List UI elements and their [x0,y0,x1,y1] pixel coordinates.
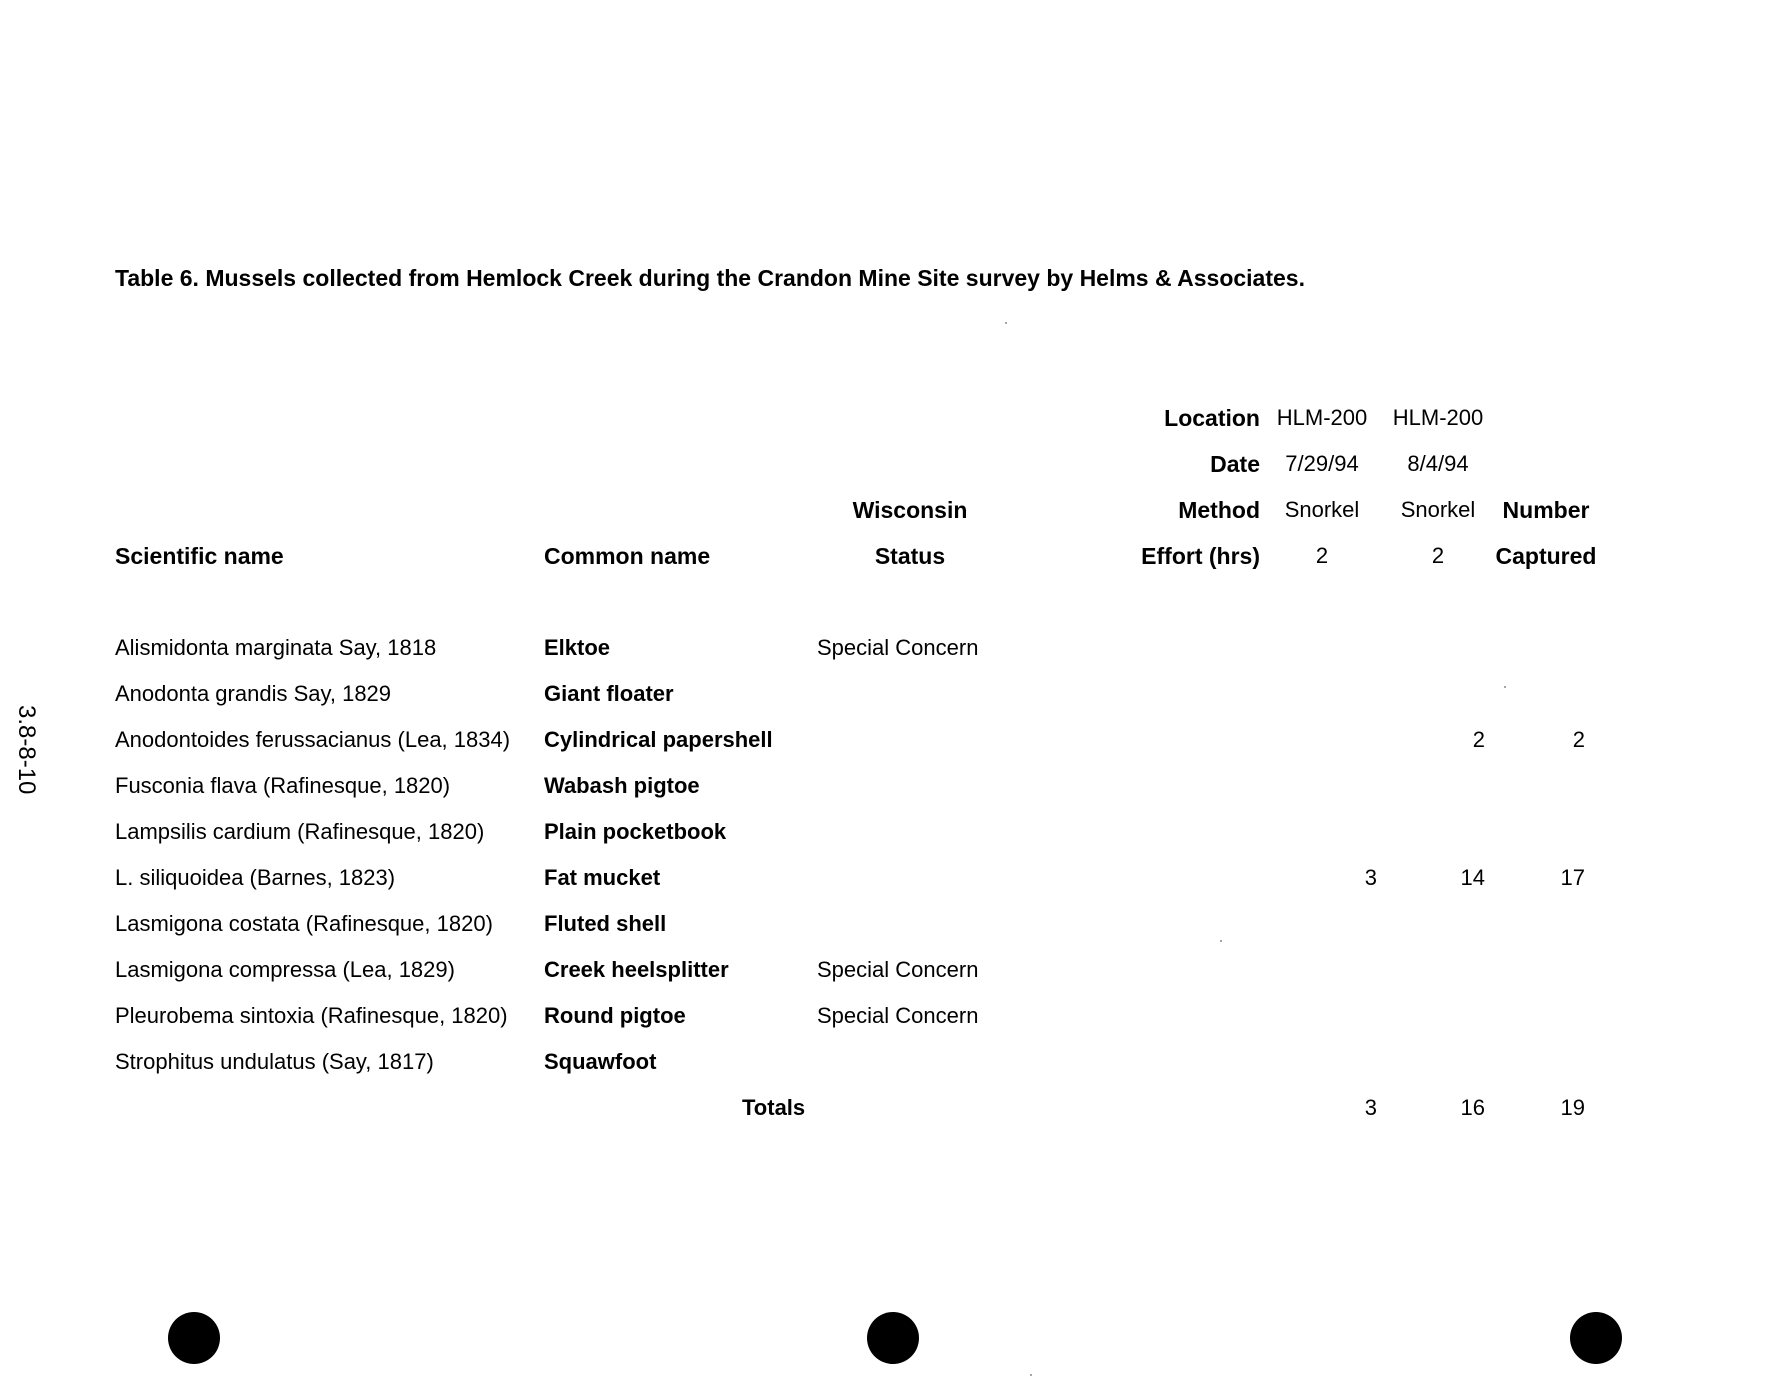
site2-count: 2 [1472,727,1485,752]
effort-label: Effort (hrs) [1141,543,1260,569]
site1-method: Snorkel [1284,497,1360,522]
punch-hole-left [168,1312,220,1364]
site1-location: HLM-200 [1276,405,1368,430]
punch-hole-center [867,1312,919,1364]
common-name: Fluted shell [544,911,667,936]
totals-site1: 3 [1364,1095,1377,1120]
scientific-name: Lasmigona compressa (Lea, 1829) [115,957,455,982]
scientific-name: Anodonta grandis Say, 1829 [115,681,392,706]
wisconsin-header-line2: Status [874,543,946,569]
scientific-name: L. siliquoidea (Barnes, 1823) [115,865,396,890]
scientific-name: Fusconia flava (Rafinesque, 1820) [115,773,451,798]
scan-speck [1220,940,1222,942]
site2-effort: 2 [1431,543,1445,568]
totals-captured: 19 [1560,1095,1585,1120]
number-captured: 2 [1572,727,1585,752]
scientific-name: Lasmigona costata (Rafinesque, 1820) [115,911,493,936]
site1-effort: 2 [1315,543,1329,568]
site1-date: 7/29/94 [1285,451,1359,476]
totals-label: Totals [742,1095,806,1120]
common-name: Cylindrical papershell [544,727,773,752]
status: Special Concern [817,635,979,660]
scientific-name: Lampsilis cardium (Rafinesque, 1820) [115,819,485,844]
site2-location: HLM-200 [1392,405,1484,430]
common-name: Squawfoot [544,1049,657,1074]
number-header-line2: Captured [1495,543,1597,569]
scientific-name: Alismidonta marginata Say, 1818 [115,635,437,660]
number-captured: 17 [1560,865,1585,890]
scientific-name-header: Scientific name [115,543,284,569]
site2-method: Snorkel [1400,497,1476,522]
site1-count: 3 [1364,865,1377,890]
date-label: Date [1210,451,1260,477]
number-header-line1: Number [1502,497,1590,523]
site2-count: 14 [1460,865,1485,890]
scan-speck [1030,1374,1032,1376]
common-name-header: Common name [544,543,711,569]
common-name: Round pigtoe [544,1003,686,1028]
common-name: Plain pocketbook [544,819,727,844]
side-page-label: 3.8-8-10 [13,705,40,795]
scan-speck [1005,322,1007,324]
status: Special Concern [817,957,979,982]
table-title: Table 6. Mussels collected from Hemlock Creek during the Crandon Mine Site survey by Helms & Associates. [115,265,1305,291]
scientific-name: Strophitus undulatus (Say, 1817) [115,1049,434,1074]
common-name: Creek heelsplitter [544,957,729,982]
common-name: Giant floater [544,681,674,706]
common-name: Fat mucket [544,865,661,890]
totals-site2: 16 [1460,1095,1485,1120]
site2-date: 8/4/94 [1407,451,1469,476]
status: Special Concern [817,1003,979,1028]
scan-speck [1504,686,1506,688]
common-name: Elktoe [544,635,611,660]
location-label: Location [1164,405,1260,431]
punch-hole-right [1570,1312,1622,1364]
wisconsin-header-line1: Wisconsin [852,497,968,523]
scientific-name: Pleurobema sintoxia (Rafinesque, 1820) [115,1003,508,1028]
common-name: Wabash pigtoe [544,773,700,798]
scientific-name: Anodontoides ferussacianus (Lea, 1834) [115,727,511,752]
method-label: Method [1178,497,1260,523]
